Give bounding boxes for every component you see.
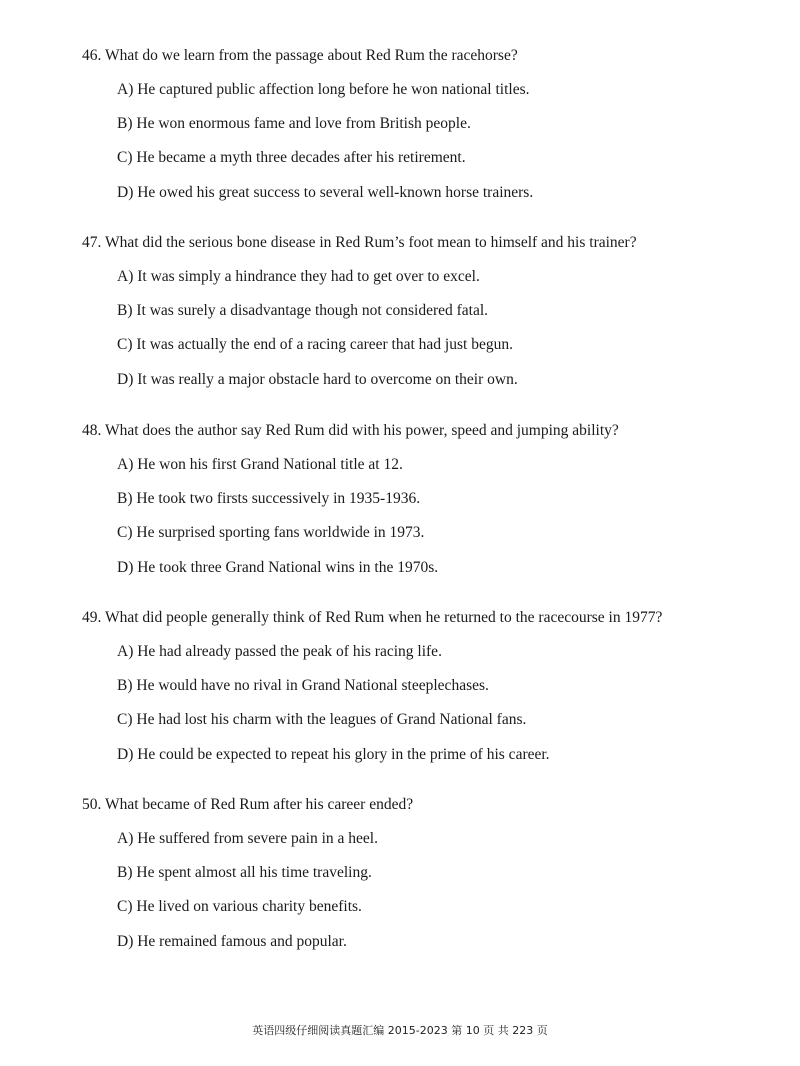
page-footer: 英语四级仔细阅读真题汇编 2015-2023 第 10 页 共 223 页 xyxy=(252,1024,548,1037)
option-a: A) He won his first Grand National title at 12. xyxy=(117,456,403,473)
question-stem: 49. What did people generally think of Red Rum when he returned to the racecourse in 1977? xyxy=(82,609,663,626)
question-50 xyxy=(82,795,782,950)
option-a: A) He suffered from severe pain in a heel. xyxy=(117,830,378,847)
question-47 xyxy=(82,233,782,388)
question-stem: 47. What did the serious bone disease in Red Rum’s foot mean to himself and his trainer? xyxy=(82,234,637,251)
option-b: B) He took two firsts successively in 1935-1936. xyxy=(117,490,421,507)
option-b: B) He spent almost all his time traveling. xyxy=(117,864,372,881)
option-b: B) It was surely a disadvantage though not considered fatal. xyxy=(117,302,489,319)
option-c: C) He surprised sporting fans worldwide in 1973. xyxy=(117,524,425,541)
option-c: C) He became a myth three decades after his retirement. xyxy=(117,149,466,166)
question-stem: 48. What does the author say Red Rum did with his power, speed and jumping ability? xyxy=(82,422,619,439)
question-48 xyxy=(82,421,782,576)
question-stem: 46. What do we learn from the passage about Red Rum the racehorse? xyxy=(82,47,518,64)
option-c: C) He lived on various charity benefits. xyxy=(117,898,362,915)
option-d: D) It was really a major obstacle hard to overcome on their own. xyxy=(117,371,518,388)
question-49 xyxy=(82,608,782,763)
option-d: D) He could be expected to repeat his glory in the prime of his career. xyxy=(117,746,550,763)
option-d: D) He owed his great success to several well-known horse trainers. xyxy=(117,184,534,201)
option-a: A) He captured public affection long before he won national titles. xyxy=(117,81,530,98)
option-c: C) It was actually the end of a racing career that had just begun. xyxy=(117,336,513,353)
option-d: D) He took three Grand National wins in the 1970s. xyxy=(117,559,439,576)
option-c: C) He had lost his charm with the leagues of Grand National fans. xyxy=(117,711,527,728)
option-b: B) He won enormous fame and love from British people. xyxy=(117,115,471,132)
question-46 xyxy=(82,46,782,201)
option-d: D) He remained famous and popular. xyxy=(117,933,347,950)
option-a: A) It was simply a hindrance they had to get over to excel. xyxy=(117,268,480,285)
option-b: B) He would have no rival in Grand National steeplechases. xyxy=(117,677,489,694)
question-stem: 50. What became of Red Rum after his career ended? xyxy=(82,796,414,813)
option-a: A) He had already passed the peak of his racing life. xyxy=(117,643,442,660)
